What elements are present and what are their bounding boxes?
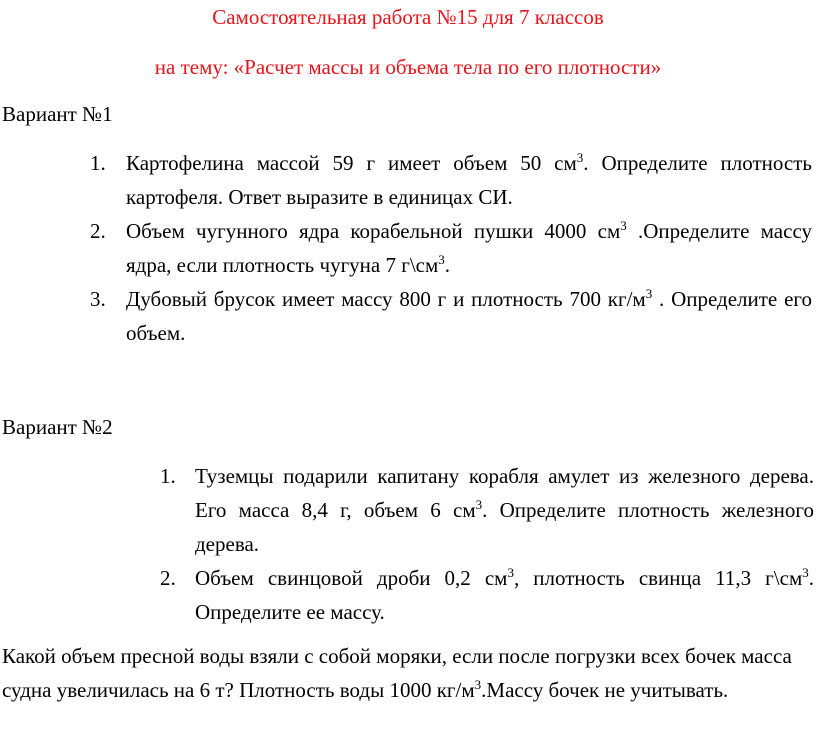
task-number: 1. — [90, 151, 106, 175]
task-text: . Определите плотность железного дерева. — [195, 498, 814, 556]
page-subtitle: на тему: «Расчет массы и объема тела по его плотности» — [154, 55, 662, 79]
superscript: 3 — [507, 565, 514, 580]
variant-1-heading: Вариант №1 — [2, 102, 113, 126]
page-title: Самостоятельная работа №15 для 7 классов — [212, 5, 604, 29]
task-number: 2. — [90, 219, 106, 243]
list-item — [90, 214, 812, 282]
superscript: 3 — [474, 677, 482, 692]
superscript: 3 — [620, 218, 627, 233]
task-text: .Определите массу ядра, если плотность чугуна 7 г\см — [126, 219, 812, 277]
extra-task-paragraph — [2, 639, 792, 707]
list-item — [160, 459, 814, 561]
superscript: 3 — [802, 565, 809, 580]
variant-2-task-list — [160, 459, 814, 629]
variant-2-heading: Вариант №2 — [2, 415, 113, 439]
task-text: , плотность свинца 11,3 г\см — [513, 566, 803, 590]
superscript: 3 — [645, 286, 653, 301]
task-number: 2. — [160, 566, 176, 590]
task-text: . Определите ее массу. — [195, 566, 814, 624]
task-text: Дубовый брусок имеет массу 800 г и плотность 700 кг/м — [126, 287, 646, 311]
task-text: . Определите плотность картофеля. Ответ выразите в единицах СИ. — [126, 151, 812, 209]
superscript: 3 — [475, 497, 483, 512]
list-item — [90, 282, 812, 350]
task-text: .Массу бочек не учитывать. — [481, 678, 729, 702]
superscript: 3 — [438, 252, 445, 267]
task-number: 3. — [90, 287, 106, 311]
list-item — [160, 561, 814, 629]
task-text: Объем свинцовой дроби 0,2 см — [195, 566, 508, 590]
task-text: Туземцы подарили капитану корабля амулет из железного дерева. Его масса 8,4 г, объем 6 см — [195, 464, 814, 522]
task-text: Какой объем пресной воды взяли с собой моряки, если после погрузки всех бочек масса судна увеличилась на 6 т? Плотность воды 1000 кг/м — [2, 644, 792, 702]
task-number: 1. — [160, 464, 176, 488]
list-item — [90, 146, 812, 214]
task-text: . Определите его объем. — [126, 287, 812, 345]
task-text: Картофелина массой 59 г имеет объем 50 см — [126, 151, 577, 175]
variant-1-task-list — [90, 146, 812, 350]
task-text: Объем чугунного ядра корабельной пушки 4000 см — [126, 219, 621, 243]
superscript: 3 — [576, 150, 584, 165]
task-text: . — [444, 253, 451, 277]
